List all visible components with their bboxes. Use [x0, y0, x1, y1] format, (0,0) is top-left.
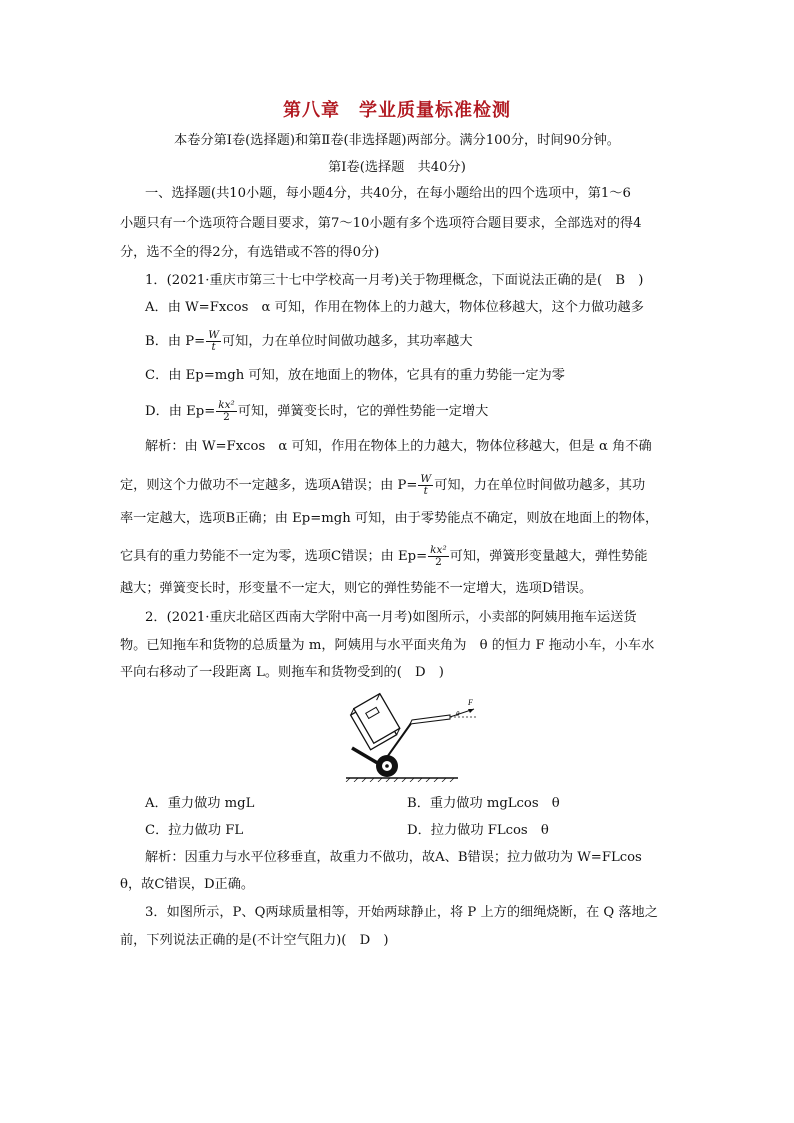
section-instructions-line-1: 一、选择题(共10小题，每小题4分，共40分，在每小题给出的四个选项中，第1～6 — [145, 186, 631, 201]
angle-theta-label: θ — [456, 710, 460, 718]
q2-option-c: C．拉力做功 FL — [145, 823, 244, 838]
q2-option-b: B．重力做功 mgLcos θ — [407, 796, 560, 811]
q3-stem-line-1: 3．如图所示，P、Q两球质量相等，开始两球静止，将 P 上方的细绳烧断，在 Q 落地之 — [145, 905, 658, 920]
q1-option-c: C．由 Ep=mgh 可知，放在地面上的物体，它具有的重力势能一定为零 — [145, 368, 565, 383]
q1-option-d-suffix: 可知，弹簧变长时，它的弹性势能一定增大 — [237, 404, 489, 419]
q1-stem: 1．(2021·重庆市第三十七中学校高一月考)关于物理概念，下面说法正确的是( B ) — [145, 273, 644, 288]
q3-stem-line-2: 前，下列说法正确的是(不计空气阻力)( D ) — [120, 933, 389, 948]
q1-analysis-line-4-pre: 它具有的重力势能不一定为零，选项C错误；由 Ep= — [120, 549, 428, 564]
fraction-kx2-over-2: $\frac{\text{kx²}}{2}$ — [218, 399, 235, 423]
q2-option-a: A．重力做功 mgL — [145, 796, 255, 811]
q2-analysis-line-1: 解析：因重力与水平位移垂直，故重力不做功，故A、B错误；拉力做功为 W=FLcos — [145, 850, 642, 865]
page-title: 第八章 学业质量标准检测 — [283, 100, 511, 121]
q1-analysis-line-1: 解析：由 W=Fxcos α 可知，作用在物体上的力越大，物体位移越大，但是 α 角不确 — [145, 439, 652, 454]
force-label: F — [468, 698, 473, 707]
q2-stem-line-1: 2．(2021·重庆北碚区西南大学附中高一月考)如图所示，小卖部的阿姨用拖车运送货 — [145, 610, 637, 625]
wheel-axle — [385, 764, 389, 768]
q1-option-b — [145, 330, 473, 353]
q2-stem-line-3: 平向右移动了一段距离 L。则拖车和货物受到的( D ) — [120, 665, 444, 680]
fraction-w-over-t: $\frac{W}{t}$ — [208, 329, 219, 353]
fraction-w-over-t-analysis: $\frac{W}{t}$ — [420, 473, 432, 497]
q1-analysis-line-3: 率一定越大，选项B正确；由 Ep=mgh 可知，由于零势能点不确定，则放在地面上的物体， — [120, 511, 659, 526]
q1-analysis-line-5: 越大；弹簧变长时，形变量不一定大，则它的弹性势能不一定增大，选项D错误。 — [120, 581, 593, 596]
q1-option-d-prefix: D．由 Ep= — [145, 404, 216, 419]
q1-option-d — [145, 400, 488, 423]
q2-analysis-line-2: θ，故C错误，D正确。 — [120, 877, 255, 892]
intro-text: 本卷分第Ⅰ卷(选择题)和第Ⅱ卷(非选择题)两部分。满分100分，时间90分钟。 — [174, 133, 620, 148]
q1-option-b-suffix: 可知，力在单位时间做功越多，其功率越大 — [221, 334, 473, 349]
q1-analysis-line-2 — [120, 474, 645, 497]
section-instructions-line-2: 小题只有一个选项符合题目要求，第7～10小题有多个选项符合题目要求，全部选对的得4 — [120, 216, 642, 231]
cargo-box — [349, 694, 402, 750]
q2-stem-line-2: 物。已知拖车和货物的总质量为 m，阿姨用与水平面夹角为 θ 的恒力 F 拖动小车，小车水 — [120, 638, 655, 653]
fraction-kx2-over-2-analysis: $\frac{\text{kx²}}{2}$ — [430, 544, 447, 568]
q1-option-a: A．由 W=Fxcos α 可知，作用在物体上的力越大，物体位移越大，这个力做功越多 — [145, 300, 644, 315]
part1-heading: 第Ⅰ卷(选择题 共40分) — [328, 160, 466, 175]
section-instructions-line-3: 分，选不全的得2分，有选错或不答的得0分) — [120, 245, 380, 260]
q1-option-b-prefix: B．由 P= — [145, 334, 206, 349]
q1-analysis-line-2-post: 可知，力在单位时间做功越多，其功 — [434, 478, 646, 493]
q1-analysis-line-4 — [120, 545, 647, 568]
cart-handle — [410, 715, 450, 724]
q2-option-d: D．拉力做功 FLcos θ — [407, 823, 549, 838]
q1-analysis-line-2-pre: 定，则这个力做功不一定越多，选项A错误；由 P= — [120, 478, 418, 493]
cart-figure — [340, 690, 490, 782]
q1-analysis-line-4-post: 可知，弹簧形变量越大，弹性势能 — [449, 549, 648, 564]
